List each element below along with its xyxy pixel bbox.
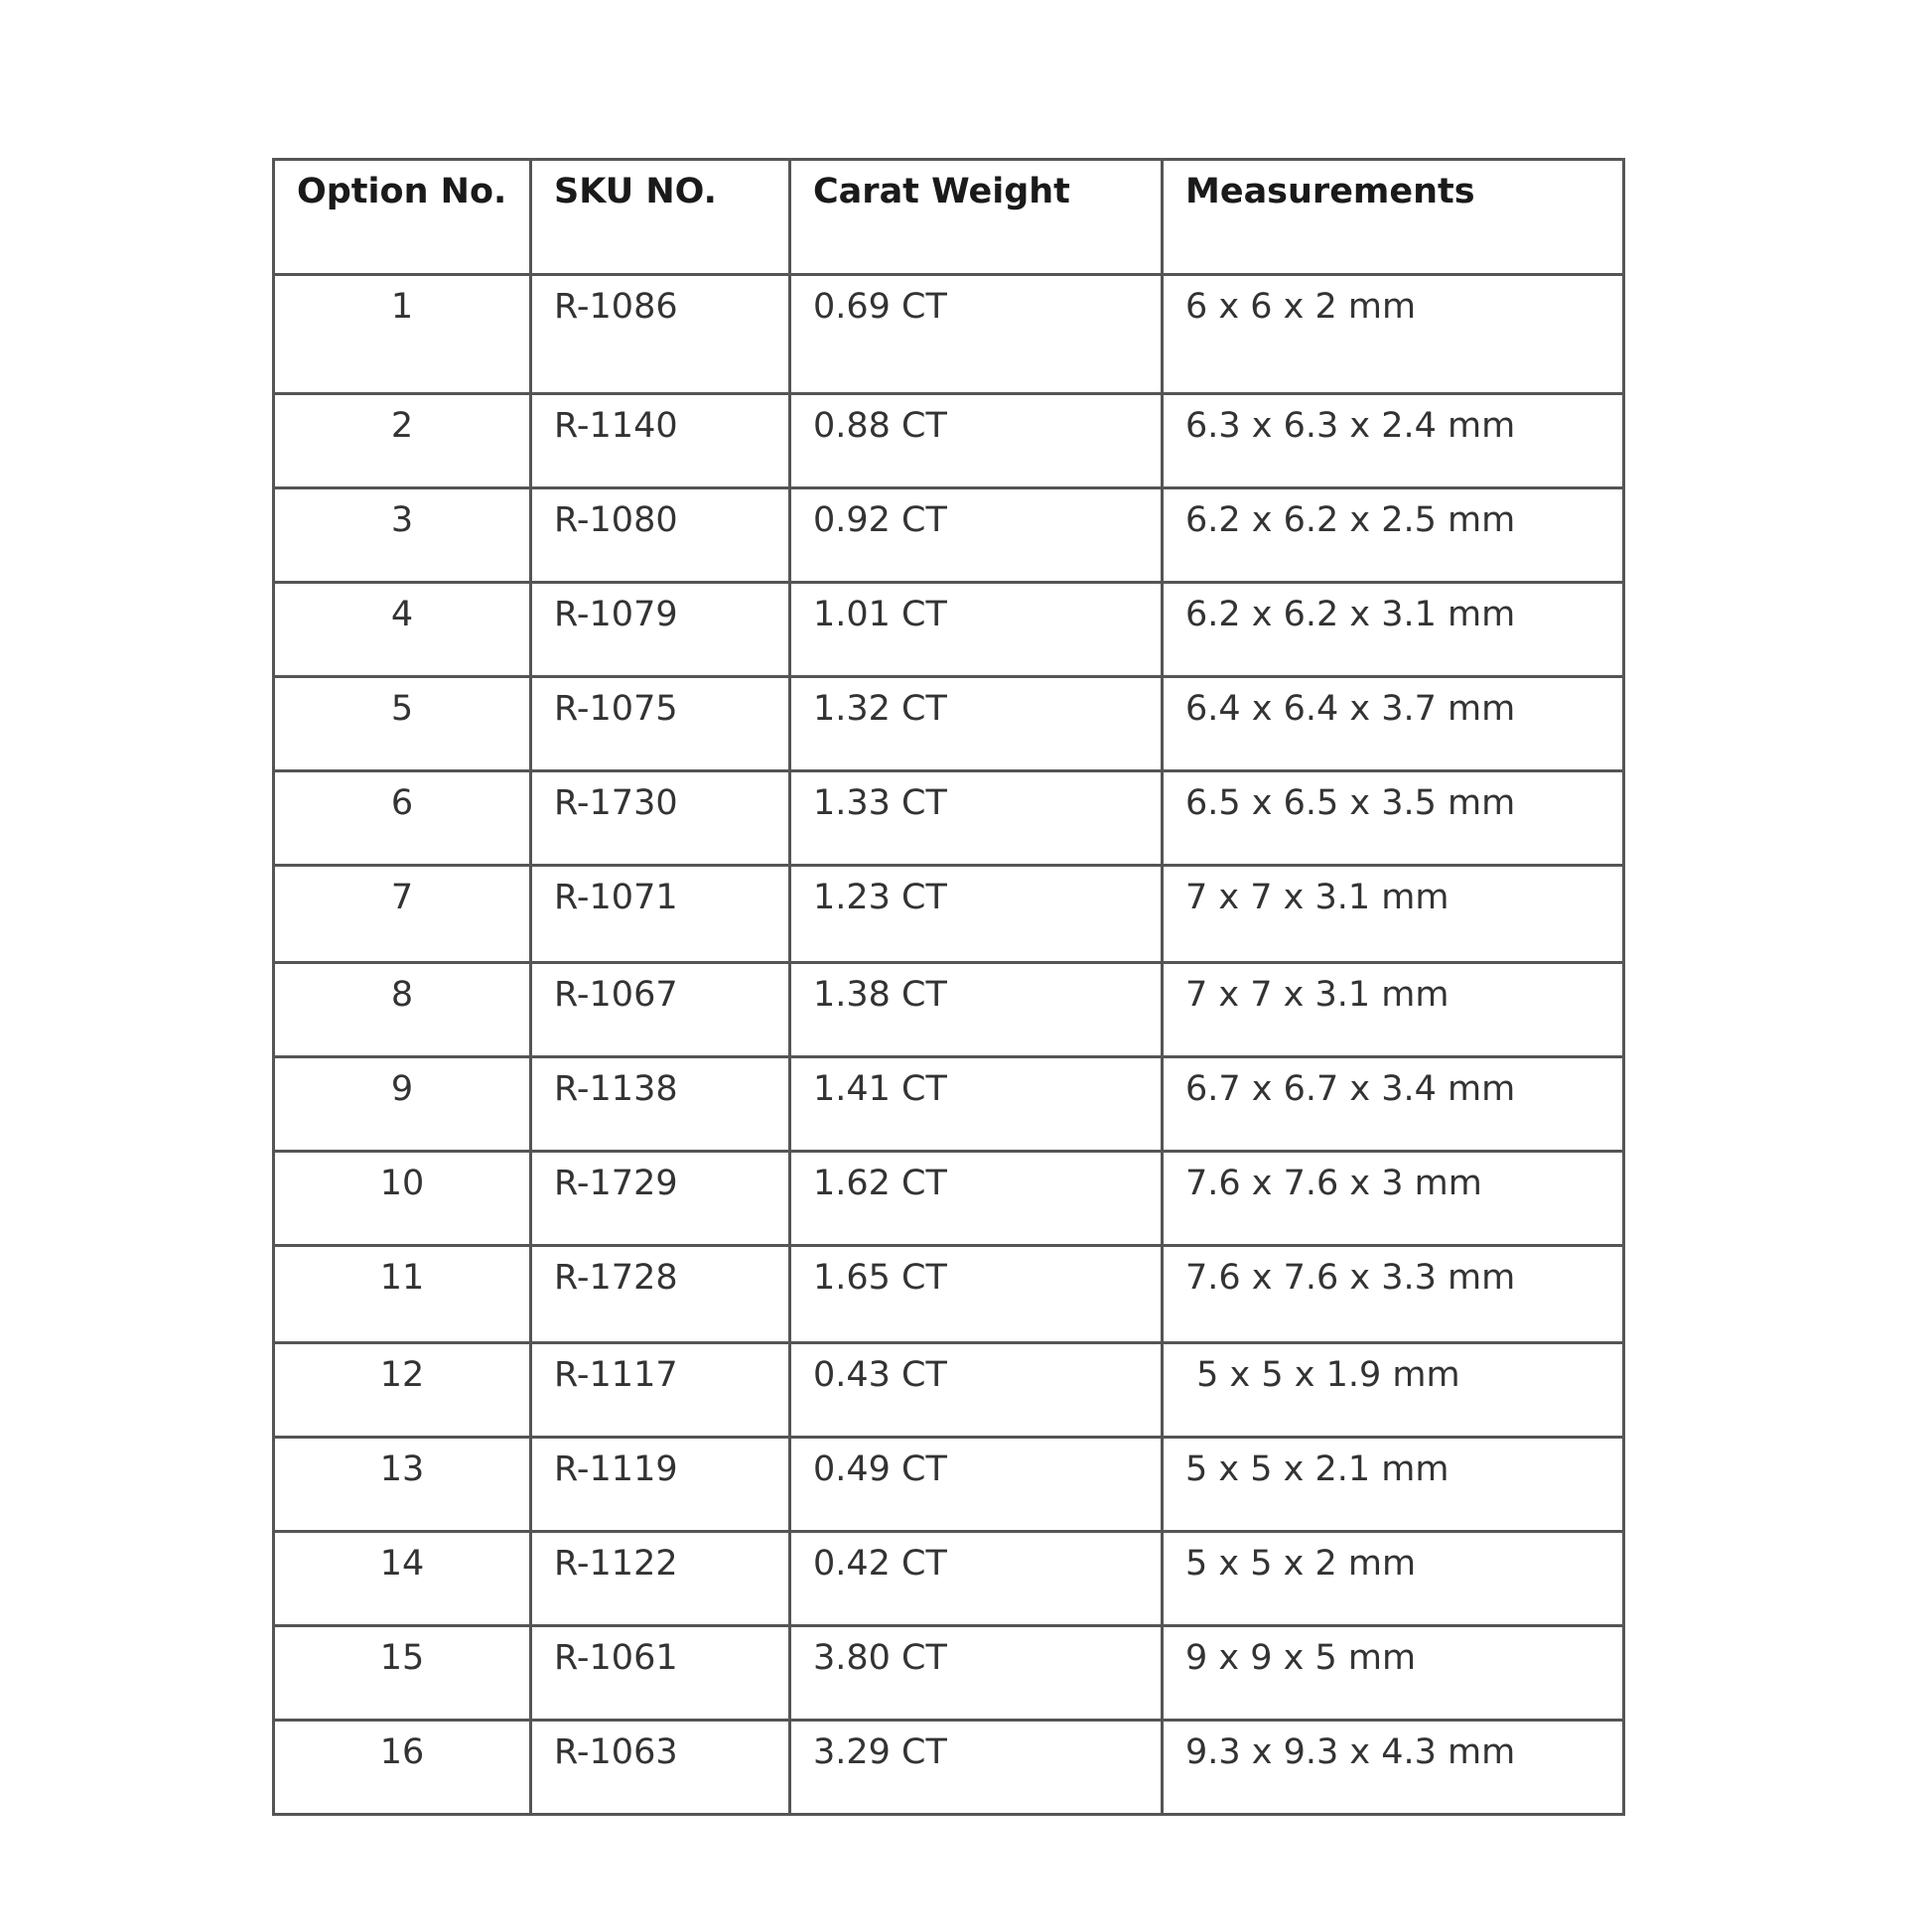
carat-weight-cell: 1.65 CT [790,1246,1163,1343]
option-no-cell: 12 [274,1343,531,1438]
sku-cell: R-1729 [531,1152,790,1246]
option-no-cell: 14 [274,1532,531,1626]
carat-weight-cell: 0.42 CT [790,1532,1163,1626]
option-no-cell: 16 [274,1721,531,1815]
measurements-cell: 6.5 x 6.5 x 3.5 mm [1163,771,1624,866]
sku-cell: R-1061 [531,1626,790,1721]
carat-weight-cell: 1.38 CT [790,963,1163,1057]
measurements-cell: 7 x 7 x 3.1 mm [1163,866,1624,963]
option-no-cell: 3 [274,488,531,583]
option-no-cell: 1 [274,275,531,394]
carat-weight-cell: 0.88 CT [790,394,1163,488]
table-row [274,1532,1624,1626]
measurements-cell: 7.6 x 7.6 x 3.3 mm [1163,1246,1624,1343]
table-row [274,1438,1624,1532]
option-no-cell: 13 [274,1438,531,1532]
sku-cell: R-1119 [531,1438,790,1532]
option-no-cell: 8 [274,963,531,1057]
carat-weight-cell: 0.43 CT [790,1343,1163,1438]
sku-cell: R-1138 [531,1057,790,1152]
measurements-cell: 6.3 x 6.3 x 2.4 mm [1163,394,1624,488]
table-row [274,1152,1624,1246]
measurements-cell: 5 x 5 x 2 mm [1163,1532,1624,1626]
product-spec-table [272,158,1625,1816]
table-row [274,771,1624,866]
sku-cell: R-1140 [531,394,790,488]
carat-weight-cell: 1.41 CT [790,1057,1163,1152]
table-row [274,1343,1624,1438]
measurements-cell: 7.6 x 7.6 x 3 mm [1163,1152,1624,1246]
table-row [274,275,1624,394]
sku-cell: R-1063 [531,1721,790,1815]
sku-cell: R-1728 [531,1246,790,1343]
carat-weight-cell: 1.33 CT [790,771,1163,866]
sku-cell: R-1079 [531,583,790,677]
measurements-cell: 9 x 9 x 5 mm [1163,1626,1624,1721]
option-no-cell: 10 [274,1152,531,1246]
table-row [274,394,1624,488]
header-option-no: Option No. [274,160,531,275]
header-sku-no: SKU NO. [531,160,790,275]
table-row [274,583,1624,677]
option-no-cell: 9 [274,1057,531,1152]
option-no-cell: 2 [274,394,531,488]
carat-weight-cell: 1.23 CT [790,866,1163,963]
measurements-cell: 6.2 x 6.2 x 3.1 mm [1163,583,1624,677]
measurements-cell: 6.4 x 6.4 x 3.7 mm [1163,677,1624,771]
sku-cell: R-1075 [531,677,790,771]
option-no-cell: 15 [274,1626,531,1721]
option-no-cell: 5 [274,677,531,771]
sku-cell: R-1080 [531,488,790,583]
carat-weight-cell: 1.32 CT [790,677,1163,771]
sku-cell: R-1122 [531,1532,790,1626]
carat-weight-cell: 1.01 CT [790,583,1163,677]
measurements-cell: 7 x 7 x 3.1 mm [1163,963,1624,1057]
option-no-cell: 6 [274,771,531,866]
carat-weight-cell: 1.62 CT [790,1152,1163,1246]
sku-cell: R-1071 [531,866,790,963]
option-no-cell: 7 [274,866,531,963]
carat-weight-cell: 0.49 CT [790,1438,1163,1532]
measurements-cell: 6.2 x 6.2 x 2.5 mm [1163,488,1624,583]
table-row [274,866,1624,963]
measurements-cell: 5 x 5 x 2.1 mm [1163,1438,1624,1532]
carat-weight-cell: 3.29 CT [790,1721,1163,1815]
sku-cell: R-1117 [531,1343,790,1438]
table-row [274,677,1624,771]
table-row [274,1626,1624,1721]
header-measurements: Measurements [1163,160,1624,275]
carat-weight-cell: 0.69 CT [790,275,1163,394]
table-row [274,963,1624,1057]
table-row [274,1246,1624,1343]
option-no-cell: 11 [274,1246,531,1343]
table-row [274,1721,1624,1815]
measurements-cell: 6.7 x 6.7 x 3.4 mm [1163,1057,1624,1152]
measurements-cell: 6 x 6 x 2 mm [1163,275,1624,394]
table-row [274,488,1624,583]
sku-cell: R-1086 [531,275,790,394]
carat-weight-cell: 0.92 CT [790,488,1163,583]
header-carat-weight: Carat Weight [790,160,1163,275]
sku-cell: R-1730 [531,771,790,866]
table-row [274,1057,1624,1152]
sku-cell: R-1067 [531,963,790,1057]
measurements-cell: 5 x 5 x 1.9 mm [1163,1343,1624,1438]
option-no-cell: 4 [274,583,531,677]
carat-weight-cell: 3.80 CT [790,1626,1163,1721]
header-row [274,160,1624,275]
measurements-cell: 9.3 x 9.3 x 4.3 mm [1163,1721,1624,1815]
